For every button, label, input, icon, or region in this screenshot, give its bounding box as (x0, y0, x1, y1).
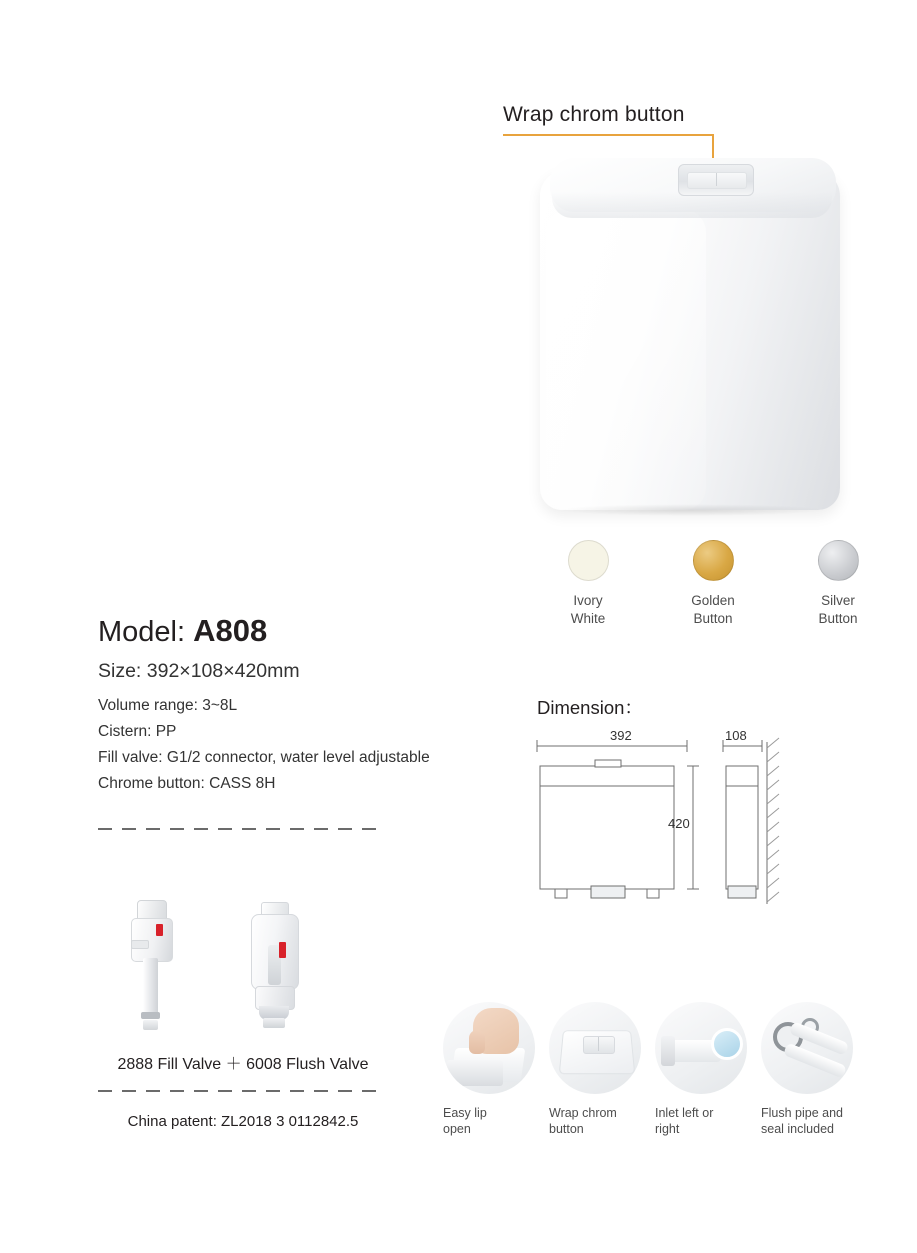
easy-lip-open-caption-line2: open (443, 1122, 471, 1136)
easy-lip-open-caption-line1: Easy lip (443, 1106, 487, 1120)
golden-button-label-line2: Button (693, 611, 733, 626)
flush-valve-image (243, 902, 305, 1032)
silver-button-label-line1: Silver (821, 593, 855, 608)
dimension-width-value: 392 (610, 728, 632, 743)
model-label: Model: (98, 616, 186, 648)
feature-wrap-chrom-button (549, 1002, 641, 1137)
silver-button-label (793, 592, 883, 628)
fill-valve-image (128, 900, 174, 1032)
spec-item-fill-valve: Fill valve: G1/2 connector, water level adjustable (98, 749, 430, 766)
callout-label: Wrap chrom button (503, 103, 685, 126)
chrome-push-button-inner (687, 172, 747, 189)
flush-valve-red-marker (279, 942, 286, 958)
flush-pipe-and-seal-icon (761, 1002, 853, 1094)
ivory-white-swatch-icon (568, 540, 609, 581)
golden-button-label (668, 592, 758, 628)
spec-list (98, 693, 430, 797)
spec-item-volume: Volume range: 3~8L (98, 697, 238, 714)
flush-valve-body (251, 914, 299, 990)
lip-shape-secondary (447, 1060, 503, 1086)
wrap-chrom-button-icon (549, 1002, 641, 1094)
flush-pipe-and-seal-caption (761, 1105, 853, 1137)
fill-valve-ring (141, 1012, 160, 1019)
color-option-silver-button (793, 540, 883, 628)
fill-valve-red-marker (156, 924, 163, 936)
spec-item-cistern: Cistern: PP (98, 723, 177, 740)
wrap-chrom-button-caption-line1: Wrap chrom (549, 1106, 617, 1120)
cistern-highlight (546, 210, 706, 510)
flush-pipe-caption-line2: seal included (761, 1122, 834, 1136)
chrome-push-button (678, 164, 754, 196)
divider-upper (98, 828, 380, 830)
wrap-chrom-button-caption-line2: button (549, 1122, 584, 1136)
flush-pipe-caption-line1: Flush pipe and (761, 1106, 844, 1120)
patent-line: China patent: ZL2018 3 0112842.5 (127, 1113, 359, 1130)
ivory-white-label-line1: Ivory (573, 593, 603, 608)
color-option-golden-button (668, 540, 758, 628)
golden-button-swatch-icon (693, 540, 734, 581)
finger-shape (469, 1030, 485, 1054)
nut-shape (661, 1036, 675, 1066)
flush-valve-nut (263, 1018, 285, 1028)
feature-flush-pipe-and-seal (761, 1002, 853, 1137)
button-divider-shape (598, 1037, 599, 1051)
callout-leader-line-horizontal (503, 134, 714, 136)
wrap-chrom-button-caption (549, 1105, 641, 1137)
cistern-product-image (540, 158, 840, 510)
divider-lower (98, 1090, 380, 1092)
elbow-shape (711, 1028, 743, 1060)
inlet-caption-line2: right (655, 1122, 680, 1136)
feature-list (443, 1002, 863, 1152)
silver-button-label-line2: Button (818, 611, 858, 626)
chrome-push-button-divider (716, 173, 717, 186)
cistern-body (540, 170, 840, 510)
inlet-left-or-right-icon (655, 1002, 747, 1094)
model-heading (98, 613, 267, 649)
fill-valve-stem (143, 958, 158, 1018)
inlet-left-or-right-caption (655, 1105, 747, 1137)
fill-valve-nut (143, 1020, 158, 1030)
easy-lip-open-icon (443, 1002, 535, 1094)
cistern-ground-shadow (558, 504, 824, 516)
dimension-svg (527, 728, 887, 918)
ivory-white-label-line2: White (570, 611, 606, 626)
spec-item-chrome-button: Chrome button: CASS 8H (98, 775, 276, 792)
dimension-depth-value: 108 (725, 728, 747, 743)
color-options (543, 540, 883, 628)
inlet-caption-line1: Inlet left or (655, 1106, 714, 1120)
fill-valve-arm (131, 940, 149, 949)
button-shape (583, 1036, 615, 1054)
feature-inlet-left-or-right (655, 1002, 747, 1137)
silver-button-swatch-icon (818, 540, 859, 581)
color-option-ivory-white (543, 540, 633, 628)
ivory-white-label (543, 592, 633, 628)
dimension-title: Dimension： (537, 697, 643, 718)
golden-button-label-line1: Golden (691, 593, 735, 608)
model-value: A808 (193, 613, 268, 648)
dimension-drawing (527, 728, 887, 918)
size-line: Size: 392×108×420mm (98, 660, 300, 682)
dimension-height-value: 420 (668, 816, 690, 831)
easy-lip-open-caption (443, 1105, 535, 1137)
feature-easy-lip-open (443, 1002, 535, 1137)
valves-caption: 2888 Fill Valve ＋ 6008 Flush Valve (117, 1056, 369, 1073)
